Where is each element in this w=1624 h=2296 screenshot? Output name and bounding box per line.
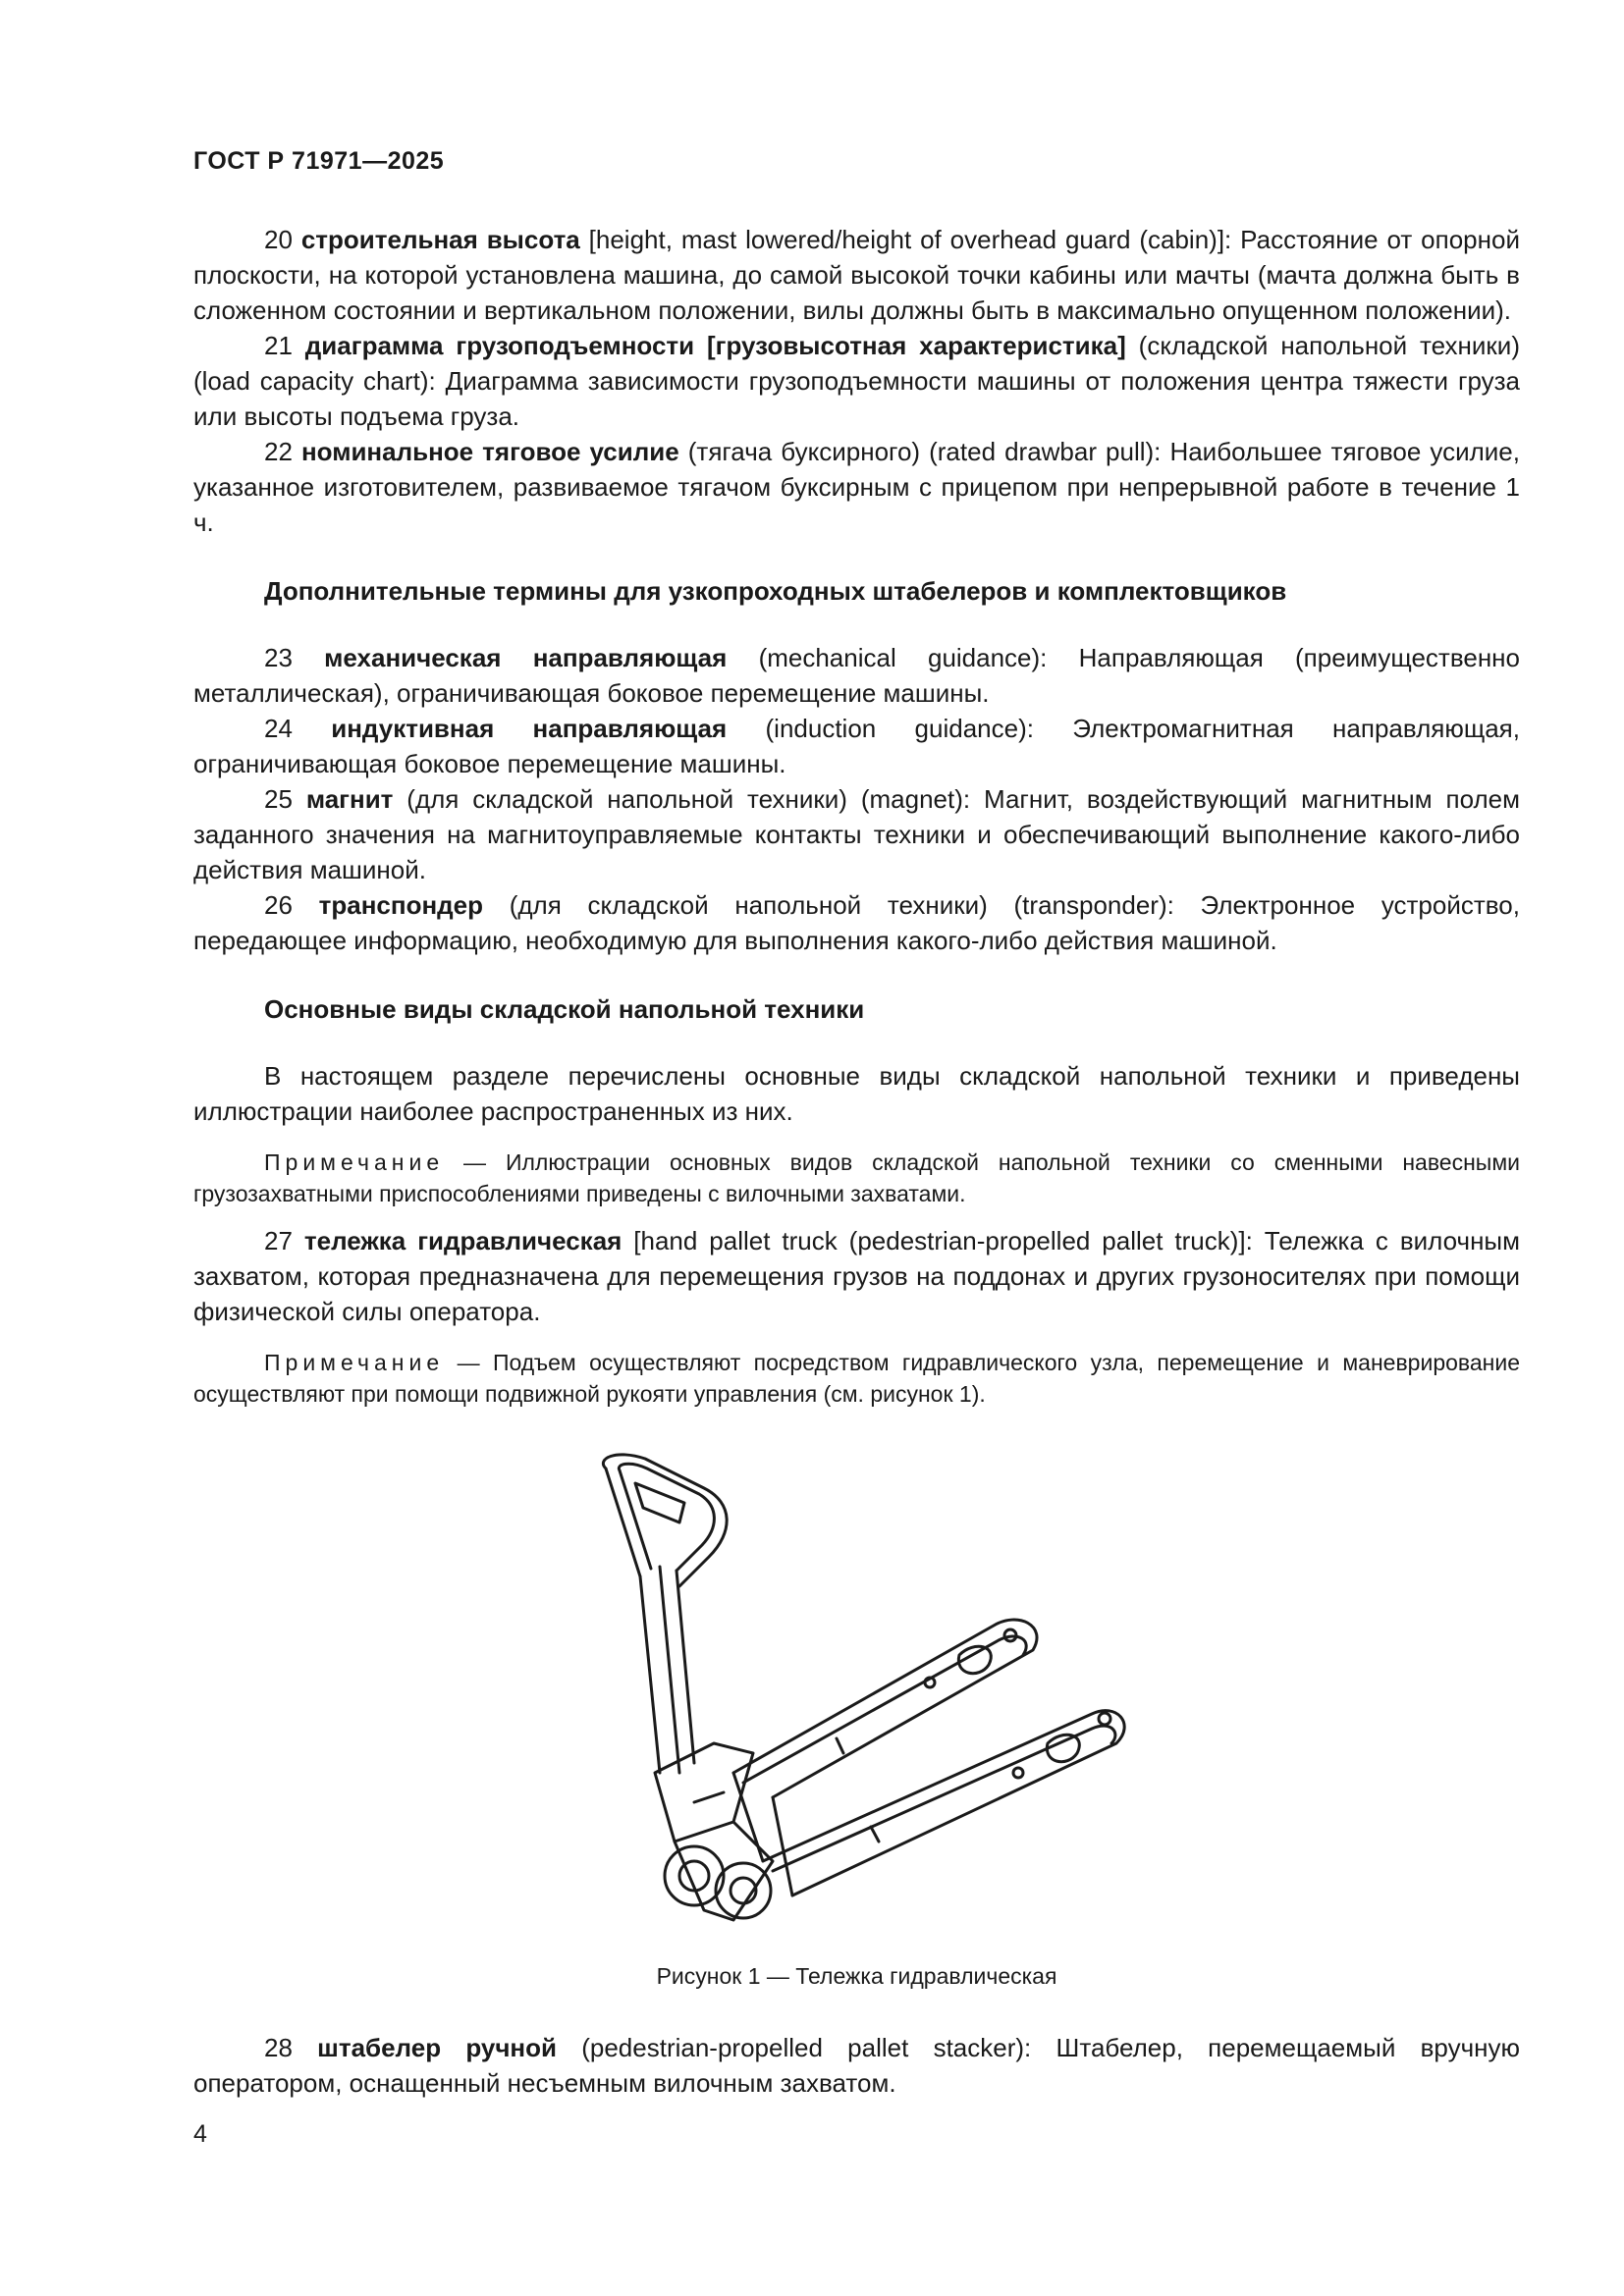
- term-name: диаграмма грузоподъемности [грузовысотная характеристика]: [304, 331, 1126, 360]
- note-1: [193, 1147, 1520, 1209]
- term-name: магнит: [305, 784, 394, 814]
- document-header: ГОСТ Р 71971—2025: [193, 147, 445, 175]
- figure-caption: Рисунок 1 — Тележка гидравлическая: [656, 1963, 1057, 1989]
- term-number: 25: [264, 784, 293, 814]
- intro-paragraph: В настоящем разделе перечислены основные виды складской напольной техники и приведены иллюстрации наиболее распространенных из них.: [193, 1061, 1520, 1126]
- term-name: номинальное тяговое усилие: [300, 437, 679, 466]
- term-number: 22: [264, 437, 293, 466]
- term-name: транспондер: [318, 890, 484, 920]
- term-number: 20: [264, 225, 293, 254]
- term-25: [193, 781, 1520, 887]
- term-21: [193, 328, 1520, 434]
- term-name: штабелер ручной: [317, 2033, 557, 2062]
- note-label: Примечание: [264, 1350, 445, 1375]
- term-number: 23: [264, 643, 293, 672]
- term-definition: (induction guidance): Электромагнитная направляющая, ограничивающая боковое перемещение машины.: [193, 714, 1520, 778]
- section-heading-narrow-aisle: Дополнительные термины для узкопроходных штабелеров и комплектовщиков: [264, 576, 1287, 606]
- term-definition: (mechanical guidance): Направляющая (преимущественно металлическая), ограничивающая боковое перемещение машины.: [193, 643, 1520, 708]
- note-label: Примечание: [264, 1149, 445, 1175]
- note-text: — Подъем осуществляют посредством гидравлического узла, перемещение и маневрирование осуществляют при помощи подвижной рукояти управления (см. рисунок 1).: [193, 1350, 1520, 1407]
- note-2: [193, 1347, 1520, 1410]
- term-definition: (для складской напольной техники) (magnet): Магнит, воздействующий магнитным полем заданного значения на магнитоуправляемые контакты техники и обеспечивающий выполнение какого-либо действия машиной.: [193, 784, 1520, 884]
- term-number: 27: [264, 1226, 293, 1255]
- term-name: индуктивная направляющая: [331, 714, 728, 743]
- term-name: механическая направляющая: [324, 643, 728, 672]
- page-number: 4: [193, 2120, 207, 2148]
- term-28: [193, 2030, 1520, 2101]
- term-name: тележка гидравлическая: [303, 1226, 623, 1255]
- term-definition: (складской напольной техники) (load capacity chart): Диаграмма зависимости грузоподъемности машины от положения центра тяжести груза или высоты подъема груза.: [193, 331, 1520, 431]
- term-number: 26: [264, 890, 293, 920]
- term-name: строительная высота: [300, 225, 580, 254]
- hand-pallet-truck-icon: [586, 1449, 1136, 1930]
- figure-1: [193, 1449, 1520, 1940]
- term-definition: [hand pallet truck (pedestrian-propelled pallet truck)]: Тележка с вилочным захватом, которая предназначена для перемещения грузов на поддонах и других грузоносителях при помощи физической силы оператора.: [193, 1226, 1520, 1326]
- term-20: [193, 222, 1520, 328]
- section-heading-main-types: Основные виды складской напольной техники: [264, 994, 865, 1024]
- note-text: — Иллюстрации основных видов складской напольной техники со сменными навесными грузозахватными приспособлениями приведены с вилочными захватами.: [193, 1149, 1520, 1206]
- term-24: [193, 711, 1520, 781]
- term-definition: (pedestrian-propelled pallet stacker): Штабелер, перемещаемый вручную оператором, оснащенный несъемным вилочным захватом.: [193, 2033, 1520, 2098]
- term-definition: (для складской напольной техники) (transponder): Электронное устройство, передающее информацию, необходимую для выполнения какого-либо действия машиной.: [193, 890, 1520, 955]
- term-definition: (тягача буксирного) (rated drawbar pull): Наибольшее тяговое усилие, указанное изготовителем, развиваемое тягачом буксирным с прицепом при непрерывной работе в течение 1 ч.: [193, 437, 1520, 537]
- term-number: 28: [264, 2033, 293, 2062]
- term-27: [193, 1223, 1520, 1329]
- page-content: [193, 222, 1520, 2101]
- term-22: [193, 434, 1520, 540]
- term-number: 24: [264, 714, 293, 743]
- term-23: [193, 640, 1520, 711]
- term-number: 21: [264, 331, 293, 360]
- term-26: [193, 887, 1520, 958]
- term-definition: [height, mast lowered/height of overhead guard (cabin)]: Расстояние от опорной плоскости, на которой установлена машина, до самой высокой точки кабины или мачты (мачта должна быть в сложенном состоянии и вертикальном положении, вилы должны быть в максимально опущенном положении).: [193, 225, 1520, 325]
